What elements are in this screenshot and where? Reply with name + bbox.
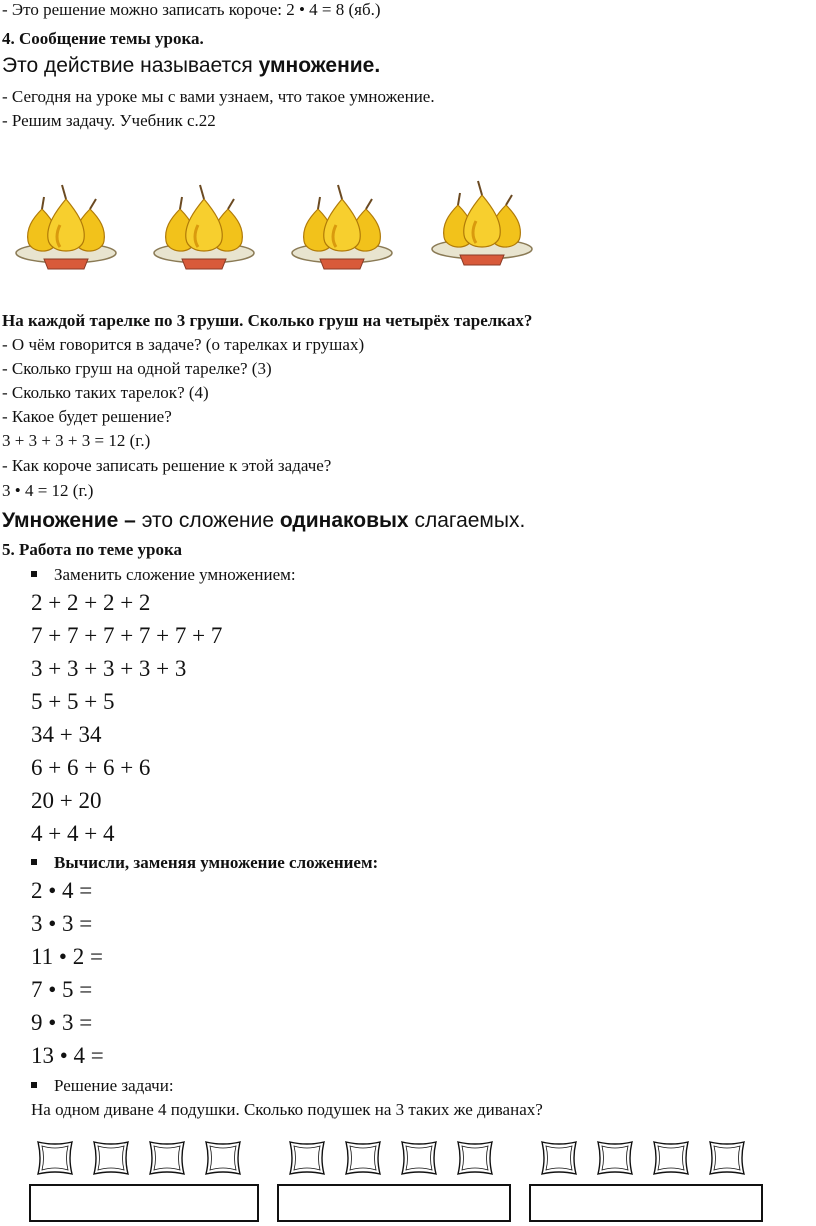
plate-with-pears-1 <box>16 185 116 269</box>
task1-label: Заменить сложение умножением: <box>54 565 296 584</box>
task1-item: 4 + 4 + 4 <box>31 821 115 846</box>
task1-item: 3 + 3 + 3 + 3 + 3 <box>31 656 187 681</box>
plate-with-pears-2 <box>154 185 254 269</box>
task3-problem: На одном диване 4 подушки. Сколько подушек на 3 таких же диванах? <box>31 1100 543 1119</box>
question-5: - Как короче записать решение к этой задаче? <box>2 456 332 475</box>
task2-label: Вычисли, заменяя умножение сложением: <box>54 853 379 872</box>
plate-with-pears-4 <box>432 181 532 265</box>
question-4: - Какое будет решение? <box>2 407 172 426</box>
task2-item: 2 • 4 = <box>31 878 93 903</box>
answer-4: 3 + 3 + 3 + 3 = 12 (г.) <box>2 431 151 450</box>
task2-bullet <box>31 853 378 873</box>
task2-item: 9 • 3 = <box>31 1010 93 1035</box>
task1-bullet <box>31 565 296 585</box>
text-line-shorter-solution: - Это решение можно записать короче: 2 • 4 = 8 (яб.) <box>2 0 381 19</box>
task1-item: 6 + 6 + 6 + 6 <box>31 755 151 780</box>
definition-bold-word: одинаковых <box>279 509 409 532</box>
section-heading-5: 5. Работа по теме урока <box>2 540 183 559</box>
task1-item: 20 + 20 <box>31 788 102 813</box>
question-3: - Сколько таких тарелок? (4) <box>2 383 209 402</box>
answer-5: 3 • 4 = 12 (г.) <box>2 481 94 500</box>
text-line-textbook: - Решим задачу. Учебник с.22 <box>2 111 216 130</box>
topic-line <box>2 54 380 78</box>
task2-item: 7 • 5 = <box>31 977 93 1002</box>
task3-label: Решение задачи: <box>54 1076 174 1095</box>
task2-item: 13 • 4 = <box>31 1043 104 1068</box>
task3-bullet <box>31 1076 174 1096</box>
task1-item: 2 + 2 + 2 + 2 <box>31 590 151 615</box>
question-2: - Сколько груш на одной тарелке? (3) <box>2 359 272 378</box>
topic-bold-word: умножение. <box>258 54 381 77</box>
text-line-today: - Сегодня на уроке мы с вами узнаем, что такое умножение. <box>2 87 435 106</box>
sofa-3 <box>530 1142 762 1221</box>
plate-with-pears-3 <box>292 185 392 269</box>
section-heading-4: 4. Сообщение темы урока. <box>2 29 204 48</box>
definition-text-1: это сложение <box>141 509 280 532</box>
sofas-with-pillows-illustration <box>0 1134 816 1226</box>
square-bullet-icon <box>31 571 37 577</box>
definition-text-2: слагаемых. <box>408 509 526 532</box>
task1-item: 7 + 7 + 7 + 7 + 7 + 7 <box>31 623 223 648</box>
task2-item: 11 • 2 = <box>31 944 103 969</box>
square-bullet-icon <box>31 1082 37 1088</box>
question-1: - О чём говорится в задаче? (о тарелках и грушах) <box>2 335 365 354</box>
topic-text: Это действие называется <box>2 54 259 77</box>
task1-item: 5 + 5 + 5 <box>31 689 115 714</box>
square-bullet-icon <box>31 859 37 865</box>
task1-item: 34 + 34 <box>31 722 102 747</box>
pears-on-plates-illustration <box>0 175 560 285</box>
sofa-2 <box>278 1142 510 1221</box>
definition-line <box>2 509 525 533</box>
sofa-1 <box>30 1142 258 1221</box>
task2-item: 3 • 3 = <box>31 911 93 936</box>
definition-term: Умножение – <box>2 509 142 532</box>
problem-text: На каждой тарелке по 3 груши. Сколько груш на четырёх тарелках? <box>2 311 533 330</box>
